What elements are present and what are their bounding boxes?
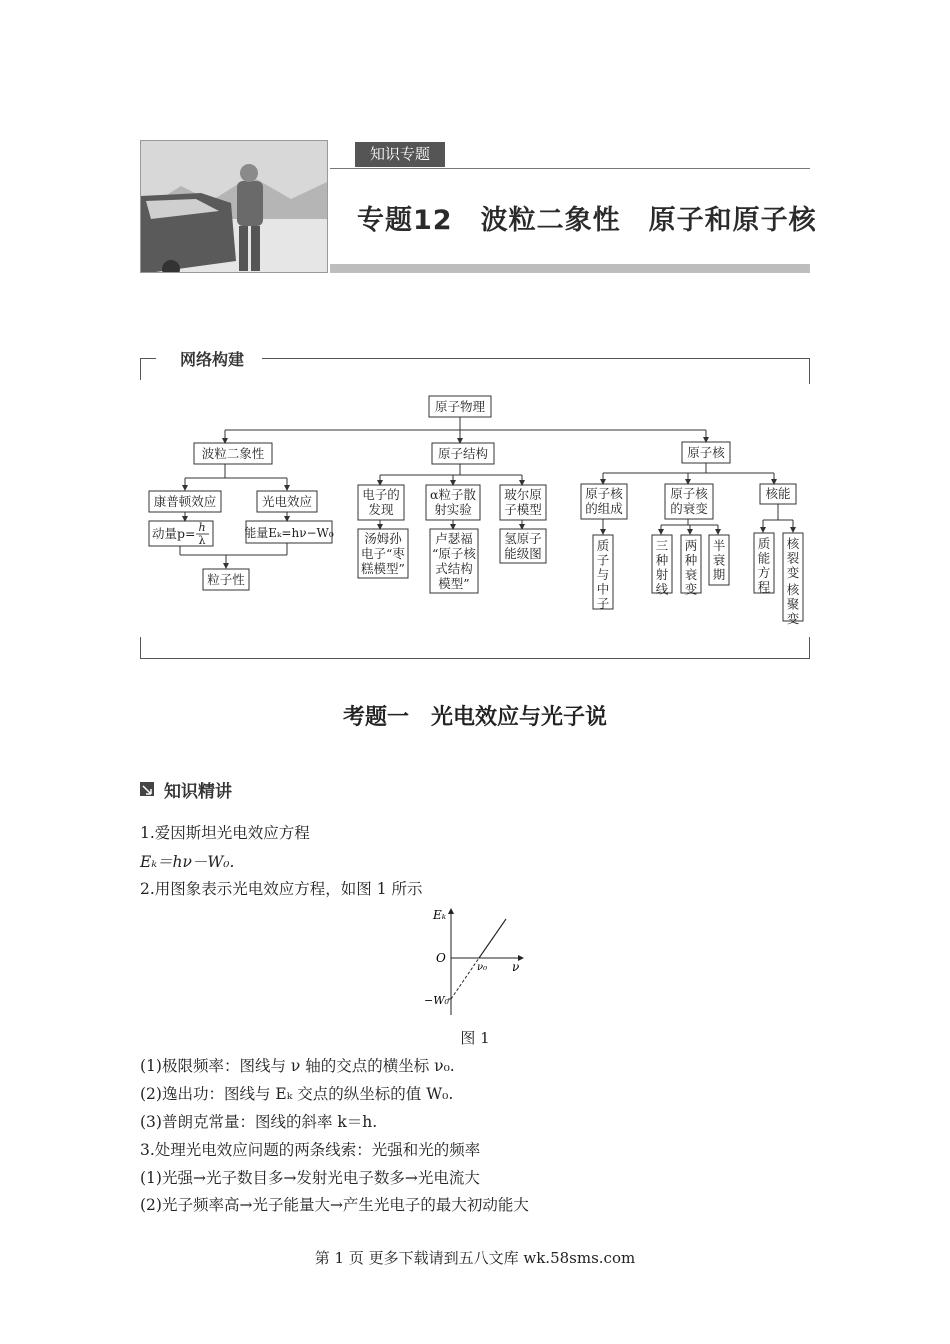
text-line: (2)逸出功：图线与 Eₖ 交点的纵坐标的值 W₀. xyxy=(140,1085,454,1103)
text-line: (1)极限频率：图线与 ν 轴的交点的横坐标 ν₀. xyxy=(140,1057,455,1075)
node-momentum: 动量p= xyxy=(152,526,196,541)
node-rutherford-4: 模型” xyxy=(438,576,470,591)
node-thomson-3: 糕模型” xyxy=(361,561,405,576)
node-energy: 能量Eₖ=hν−W₀ xyxy=(244,526,334,540)
node-nucleus: 原子核 xyxy=(687,445,725,460)
node-composition-2: 的组成 xyxy=(585,501,623,516)
page-footer: 第 1 页 更多下载请到五八文库 wk.58sms.com xyxy=(314,1249,636,1267)
heading-square-icon xyxy=(140,782,154,796)
node-hydrogen-1: 氢原子 xyxy=(504,531,542,546)
ek-nu-graph xyxy=(420,905,530,1020)
figure-caption: 图 1 xyxy=(460,1029,490,1047)
node-composition-1: 原子核 xyxy=(585,486,623,501)
text-line: 2.用图象表示光电效应方程，如图 1 所示 xyxy=(140,880,423,898)
text-line: (3)普朗克常量：图线的斜率 k＝h. xyxy=(140,1113,378,1131)
node-three-rays: 三种射线 xyxy=(655,538,669,597)
node-electron-1: 电子的 xyxy=(362,487,400,502)
x-axis-label: ν xyxy=(512,960,520,974)
node-fission: 核裂变 xyxy=(786,536,800,580)
section-title: 考题一 光电效应与光子说 xyxy=(342,705,607,730)
header-tag: 知识专题 xyxy=(355,142,445,167)
node-alpha-2: 射实验 xyxy=(434,502,472,517)
network-title: 网络构建 xyxy=(180,350,245,369)
text-line: 1.爱因斯坦光电效应方程 xyxy=(140,824,310,842)
node-proton-neutron: 质子与中子 xyxy=(596,538,610,611)
formula-line: Eₖ＝hν－W₀. xyxy=(140,853,235,871)
node-alpha-1: α粒子散 xyxy=(430,487,476,502)
node-root: 原子物理 xyxy=(434,399,486,414)
node-wave-particle: 波粒二象性 xyxy=(201,446,265,461)
node-mass-energy: 质能方程 xyxy=(757,536,771,595)
node-hydrogen-2: 能级图 xyxy=(504,546,542,561)
node-rutherford-1: 卢瑟福 xyxy=(435,531,473,546)
text-line: (1)光强→光子数目多→发射光电子数多→光电流大 xyxy=(140,1169,480,1187)
node-nuclear-energy: 核能 xyxy=(765,486,791,501)
node-thomson-2: 电子“枣 xyxy=(361,546,405,561)
node-rutherford-2: “原子核 xyxy=(432,546,476,561)
origin-label: O xyxy=(436,951,446,965)
node-two-decays: 两种衰变 xyxy=(684,538,698,597)
knowledge-heading: 知识精讲 xyxy=(164,782,232,802)
node-particle: 粒子性 xyxy=(207,572,245,587)
page-title: 专题12 波粒二象性 原子和原子核 xyxy=(357,205,817,236)
node-decay-1: 原子核 xyxy=(670,486,708,501)
w0-label: −W₀ xyxy=(424,994,449,1007)
node-photoelectric: 光电效应 xyxy=(261,494,313,509)
node-electron-2: 发现 xyxy=(368,502,394,517)
node-half-life: 半衰期 xyxy=(712,538,726,582)
node-compton: 康普顿效应 xyxy=(153,494,217,509)
y-axis-label: Eₖ xyxy=(433,908,447,922)
node-bohr-2: 子模型 xyxy=(504,502,542,517)
node-fusion: 核聚变 xyxy=(786,582,800,626)
node-thomson-1: 汤姆孙 xyxy=(364,531,402,546)
nu0-label: ν₀ xyxy=(477,962,488,973)
momentum-numerator: h xyxy=(198,521,206,534)
node-bohr-1: 玻尔原 xyxy=(504,487,542,502)
text-line: (2)光子频率高→光子能量大→产生光电子的最大初动能大 xyxy=(140,1196,529,1214)
node-decay-2: 的衰变 xyxy=(670,501,708,516)
node-atomic-structure: 原子结构 xyxy=(437,446,489,461)
momentum-denominator: λ xyxy=(198,534,206,547)
node-rutherford-3: 式结构 xyxy=(435,561,473,576)
text-line: 3.处理光电效应问题的两条线索：光强和光的频率 xyxy=(140,1141,481,1159)
